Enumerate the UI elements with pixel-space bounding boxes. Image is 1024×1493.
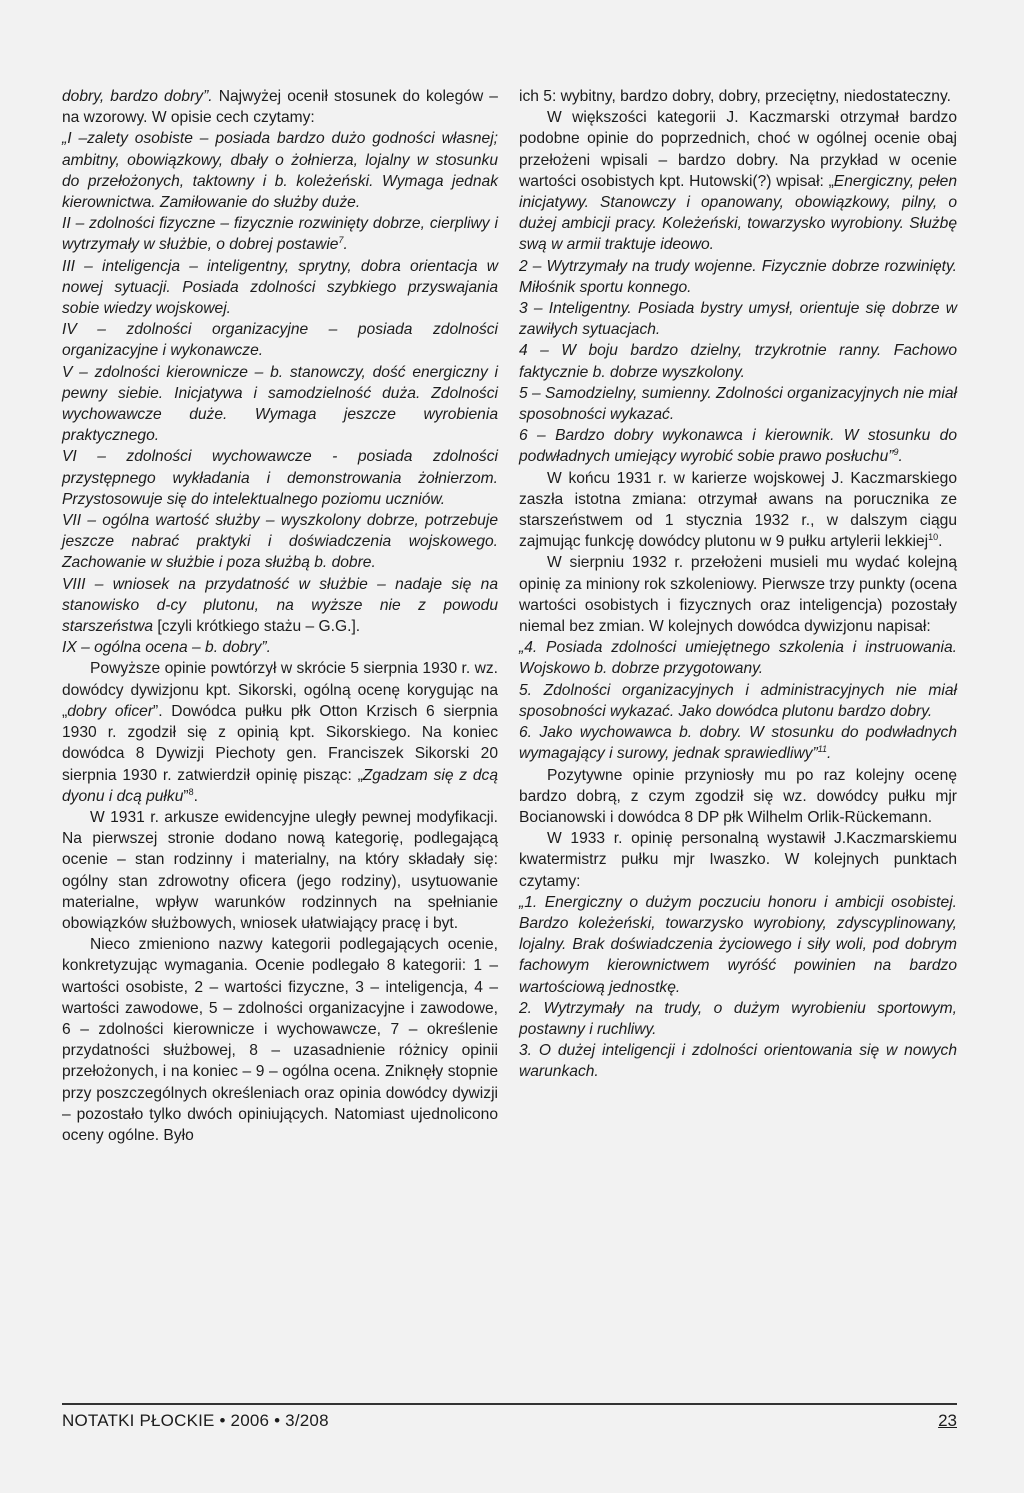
right-text-column <box>519 86 957 1083</box>
paragraph <box>519 298 957 340</box>
text-run: Powyższe opinie powtórzył w skrócie 5 sierpnia 1930 r. wz. dowódcy dywizjonu kpt. Sikorski, ogólną ocenę korygując na „ <box>62 660 498 720</box>
footnote-ref: 9 <box>893 447 899 458</box>
text-run: Pozytywne opinie przyniosły mu po raz kolejny ocenę bardzo dobrą, z czym zgodził się wz. dowódcy pułku mjr Bocianowski i dowódca 8 DP płk Wilhelm Orlik-Rückemann. <box>519 766 957 826</box>
quoted-text: 6. Jako wychowawca b. dobry. W stosunku do podwładnych wymagający i surowy, jednak sprawiedliwy” <box>519 724 957 763</box>
footnote-ref: 10 <box>928 532 939 543</box>
left-text-column <box>62 86 498 1146</box>
quoted-text: 5. Zdolności organizacyjnych i administracyjnych nie miał sposobności wykazać. Jako dowódca plutonu bardzo dobry. <box>519 681 957 720</box>
quoted-text: . <box>827 745 832 763</box>
paragraph <box>519 340 957 382</box>
paragraph <box>519 828 957 892</box>
paragraph <box>519 680 957 722</box>
paragraph <box>62 362 498 447</box>
paragraph <box>62 934 498 1146</box>
quoted-text: 5 – Samodzielny, sumienny. Zdolności organizacyjnych nie miał sposobności wykazać. <box>519 384 957 424</box>
quoted-text: . <box>898 448 903 466</box>
text-run: Nieco zmieniono nazwy kategorii podlegających ocenie, konkretyzując wymagania. Ocenie podlegało 8 kategorii: 1 – wartości osobiste, 2 – wartości fizyczne, 3 – inteligencja, 4 – wartości zawodowe, 5 – zdolności organizacyjne i zawodowe, 6 – zdolności kierownicze i wychowawcze, 7 – określenie przydatności służbowej, 8 – uzasadnienie różnicy opinii przełożonych, i na koniec – 9 – ogólna ocena. Zniknęły stopnie przy poszczególnych określeniach oraz opinia dowódcy dywizji – pozostało tylko dwóch opiniujących. Natomiast ujednolicono oceny ogólne. Było <box>62 936 498 1144</box>
journal-title: NOTATKI PŁOCKIE • 2006 • 3/208 <box>62 1411 329 1430</box>
paragraph <box>519 892 957 998</box>
paragraph <box>519 722 957 764</box>
quoted-text: VIII – wniosek na przydatność w służbie – nadaje się na stanowisko d-cy plutonu, na wyższe nie z powodu starszeństwa <box>62 575 498 636</box>
quoted-text: 2. Wytrzymały na trudy, o dużym wyrobieniu sportowym, postawny i ruchliwy. <box>519 999 957 1038</box>
text-run: W 1931 r. arkusze ewidencyjne uległy pewnej modyfikacji. Na pierwszej stronie dodano nową kategorię, podlegającą ocenie – stan rodzinny i materialny, na który składały się: ogólny stan zdrowotny oficera (jego rodziny), usytuowanie materialne, wpływ warunków rodzinnych na spełnianie obowiązków służbowych, wniosek ułatwiający pracę i byt. <box>62 808 498 932</box>
quoted-text: dobry, bardzo dobry”. <box>62 88 219 105</box>
quoted-text: V – zdolności kierownicze – b. stanowczy, dość energiczny i pewny siebie. Inicjatywa i samodzielność duża. Zdolności wychowawcze duże. Wymaga jeszcze wyrobienia praktycznego. <box>62 363 498 445</box>
quoted-text: 2 – Wytrzymały na trudy wojenne. Fizycznie dobrze rozwinięty. Miłośnik sportu konnego. <box>519 257 957 296</box>
paragraph <box>519 998 957 1040</box>
quoted-text: VI – zdolności wychowawcze - posiada zdolności przystępnego wykładania i demonstrowania żołnierzom. Przystosowuje się do intelektualnego poziomu uczniów. <box>62 448 498 508</box>
text-run: W końcu 1931 r. w karierze wojskowej J. Kaczmarskiego zaszła istotna zmiana: otrzymał awans na porucznika ze starszeństwem od 1 stycznia 1932 r., w dalszym ciągu zajmując funkcję dowódcy plutonu w 9 pułku artylerii lekkiej <box>519 469 957 551</box>
paragraph <box>62 128 498 213</box>
quoted-text: „I –zalety osobiste – posiada bardzo dużo godności własnej; ambitny, obowiązkowy, dbały o żołnierza, lojalny w stosunku do przełożonych, taktowny i b. koleżeński. Wymaga jednak kierownictwa. Zamiłowanie do służby duże. <box>62 130 498 212</box>
paragraph <box>519 107 957 255</box>
text-run: W sierpniu 1932 r. przełożeni musieli mu wydać kolejną opinię za miniony rok szkoleniowy. Pierwsze trzy punkty (ocena wartości osobistych i fizycznych oraz inteligencja) pozostały niemal bez zmian. W kolejnych dowódca dywizjonu napisał: <box>519 554 957 636</box>
paragraph <box>62 637 498 658</box>
quoted-text: IX – ogólna ocena – b. dobry”. <box>62 639 271 657</box>
paragraph <box>519 468 957 553</box>
quoted-text: Zgadzam się z dcą dyonu i dcą pułku <box>62 766 498 805</box>
quoted-text: III – inteligencja – inteligentny, sprytny, dobra orientacja w nowej sytuacji. Posiada zdolności szybkiego przyswajania sobie wiedzy wojskowej. <box>62 257 498 318</box>
quoted-text: IV – zdolności organizacyjne – posiada zdolności organizacyjne i wykonawcze. <box>62 321 498 360</box>
paragraph <box>62 807 498 934</box>
paragraph <box>519 383 957 425</box>
paragraph <box>62 510 498 574</box>
footnote-ref: 7 <box>338 235 344 246</box>
paragraph <box>519 256 957 298</box>
text-run: ”. Dowódca pułku płk Otton Krzisch 6 sierpnia 1930 r. zgodził się z opinią kpt. Sikorskiego. Na koniec dowódca 8 Dywizji Piechoty gen. Franciszek Sikorski 20 sierpnia 1930 r. zatwierdził opinię pisząc: „ <box>62 702 498 784</box>
footer-divider <box>62 1403 957 1405</box>
paragraph <box>62 574 498 638</box>
text-run: ” <box>183 787 189 805</box>
quoted-text: „1. Energiczny o dużym poczuciu honoru i ambicji osobistej. Bardzo koleżeński, towarzysko wyrobiony, zdyscyplinowany, lojalny. Brak doświadczenia życiowego i siły woli, pod dobrym fachowym kierownictwem wyróść powinien na bardzo wartościową jednostkę. <box>519 893 957 996</box>
quoted-text: „4. Posiada zdolności umiejętnego szkolenia i instruowania. Wojskowo b. dobrze przygotowany. <box>519 639 957 678</box>
text-run: . <box>938 533 943 551</box>
text-run: Najwyżej ocenił stosunek do kolegów – na wzorowy. W opisie cech czytamy: <box>62 88 498 127</box>
paragraph <box>62 213 498 255</box>
text-run: W 1933 r. opinię personalną wystawił J.Kaczmarskiemu kwatermistrz pułku mjr Iwaszko. W kolejnych punktach czytamy: <box>519 830 957 890</box>
quoted-text: VII – ogólna wartość służby – wyszkolony dobrze, potrzebuje jeszcze nabrać praktyki i doświadczenia wojskowego. Zachowanie w służbie i poza służbą b. dobre. <box>62 512 498 572</box>
quoted-text: 3 – Inteligentny. Posiada bystry umysł, orientuje się dobrze w zawiłych sytuacjach. <box>519 300 957 339</box>
text-run: ich 5: wybitny, bardzo dobry, dobry, przeciętny, niedostateczny. <box>519 88 951 105</box>
quoted-text: 6 – Bardzo dobry wykonawca i kierownik. W stosunku do podwładnych umiejący wyrobić sobie prawo posłuchu” <box>519 427 957 466</box>
quoted-text: dobry oficer <box>67 702 154 720</box>
paragraph <box>62 658 498 806</box>
paragraph <box>519 765 957 829</box>
footnote-ref: 8 <box>188 786 194 797</box>
paragraph <box>62 319 498 361</box>
paragraph <box>519 637 957 679</box>
paragraph <box>62 256 498 320</box>
paragraph <box>519 552 957 637</box>
quoted-text: Energiczny, pełen inicjatywy. Stanowczy i opanowany, obowiązkowy, pilny, o dużej ambicji pracy. Koleżeński, towarzysko wyrobiony. Służbę swą w armii traktuje ideowo. <box>519 172 957 254</box>
text-run: . <box>193 787 198 805</box>
page-number: 23 <box>938 1411 957 1430</box>
paragraph <box>62 86 498 128</box>
paragraph <box>519 1040 957 1082</box>
text-run: [czyli krótkiego stażu – G.G.]. <box>157 618 361 636</box>
footnote-ref: 11 <box>817 744 828 755</box>
quoted-text: 3. O dużej inteligencji i zdolności orientowania się w nowych warunkach. <box>519 1042 957 1081</box>
paragraph <box>519 86 957 107</box>
quoted-text: . <box>343 236 348 254</box>
quoted-text: II – zdolności fizyczne – fizycznie rozwinięty dobrze, cierpliwy i wytrzymały w służbie, o dobrej postawie <box>62 215 498 254</box>
quoted-text: 4 – W boju bardzo dzielny, trzykrotnie ranny. Fachowo faktycznie b. dobrze wyszkolony. <box>519 342 957 381</box>
paragraph <box>62 446 498 510</box>
text-run: W większości kategorii J. Kaczmarski otrzymał bardzo podobne opinie do poprzednich, choć w ogólnej ocenie obaj przełożeni wpisali – bardzo dobry. Na przykład w ocenie wartości osobistych kpt. Hutowski(?) wpisał: „ <box>519 109 957 190</box>
paragraph <box>519 425 957 467</box>
